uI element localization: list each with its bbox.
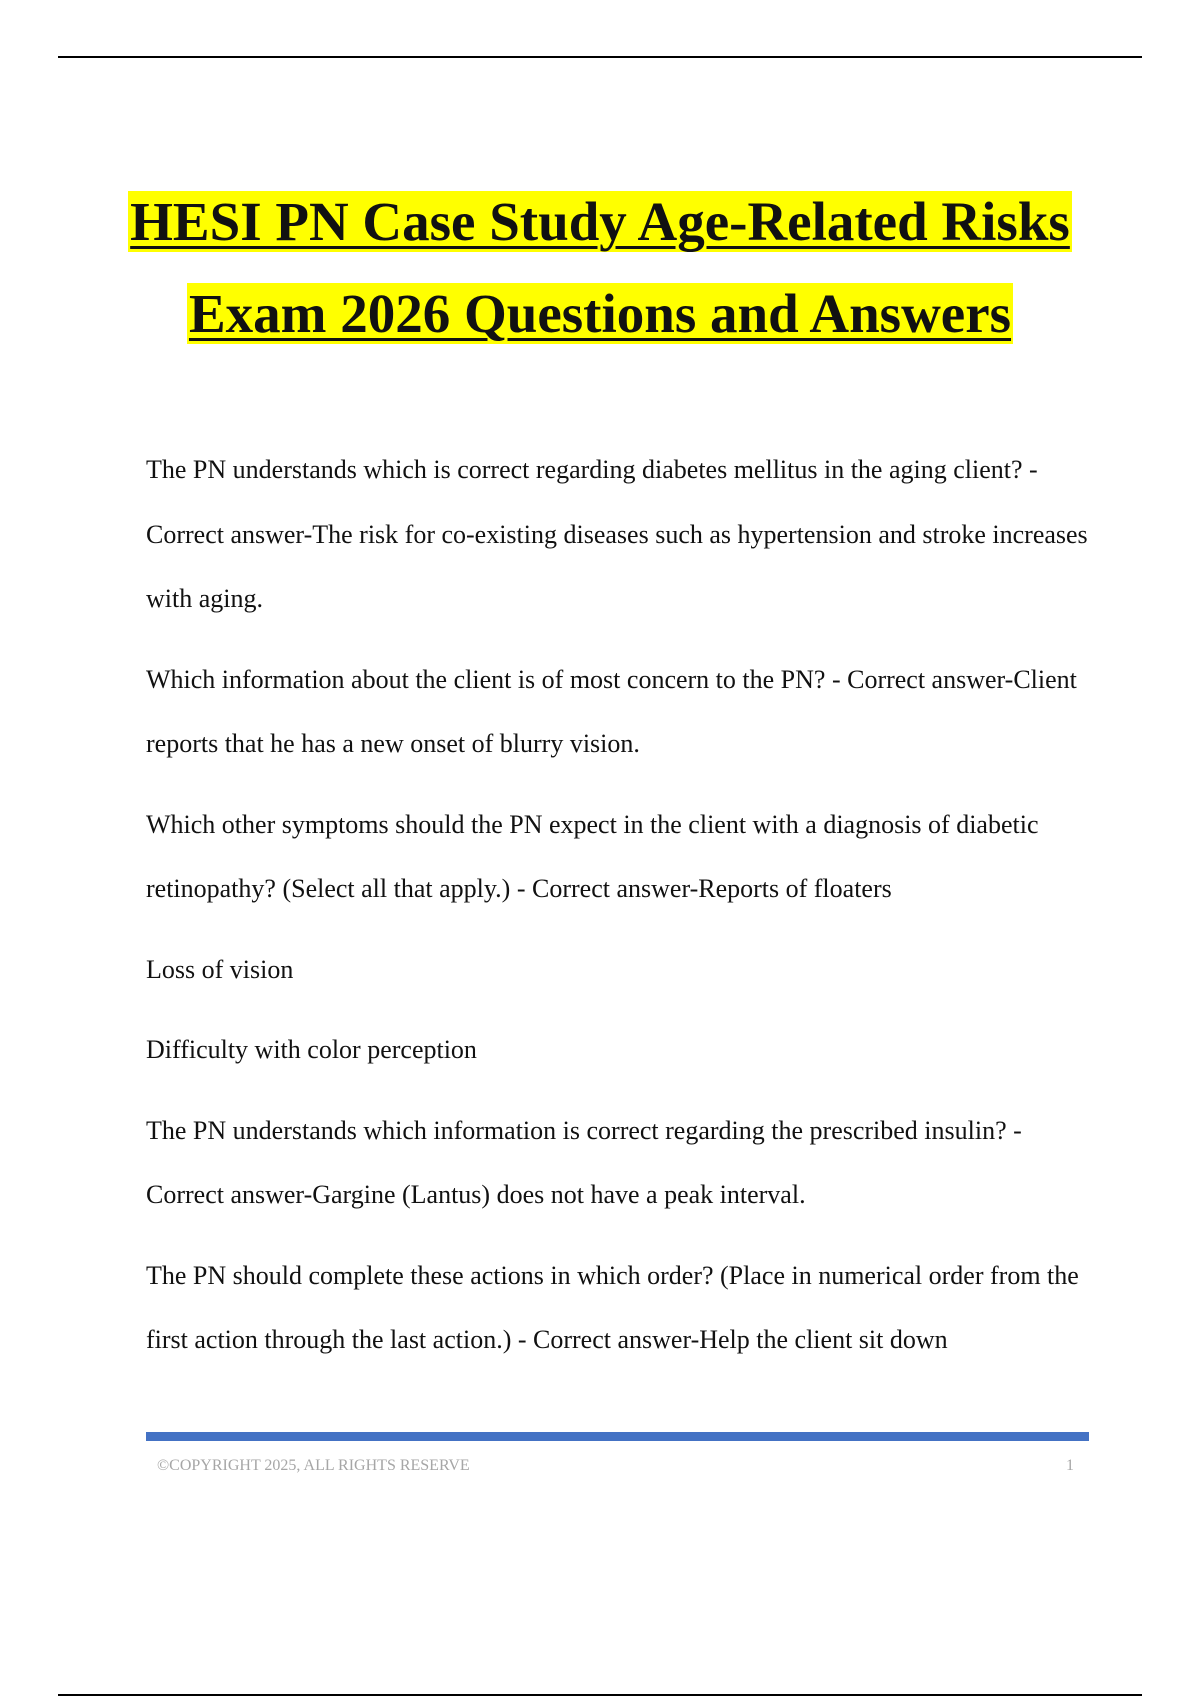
paragraph: Which other symptoms should the PN expect in the client with a diagnosis of diabetic retinopathy? (Select all that apply.) - Correct answer-Reports of floaters bbox=[146, 809, 1039, 903]
title-line-1 bbox=[0, 176, 1200, 268]
footer-bar bbox=[146, 1432, 1089, 1441]
paragraph: Loss of vision bbox=[146, 954, 294, 984]
title-line-2 bbox=[0, 268, 1200, 360]
title-text-1: HESI PN Case Study Age-Related Risks bbox=[130, 191, 1070, 252]
title-text-2: Exam 2026 Questions and Answers bbox=[188, 283, 1012, 344]
bottom-rule bbox=[58, 1694, 1142, 1696]
footer-copyright: ©COPYRIGHT 2025, ALL RIGHTS RESERVE bbox=[157, 1457, 470, 1474]
paragraph: Which information about the client is of most concern to the PN? - Correct answer-Client reports that he has a new onset of blurry vision. bbox=[146, 664, 1077, 758]
paragraph: The PN understands which is correct regarding diabetes mellitus in the aging client? - Correct answer-The risk for co-existing diseases such as hypertension and stroke increases with aging. bbox=[146, 455, 1088, 613]
page-number: 1 bbox=[1066, 1457, 1074, 1474]
document-body bbox=[146, 438, 1091, 1389]
paragraph: Difficulty with color perception bbox=[146, 1035, 477, 1064]
paragraph: The PN understands which information is correct regarding the prescribed insulin? - Correct answer-Gargine (Lantus) does not have a peak interval. bbox=[146, 1115, 1022, 1209]
paragraph: The PN should complete these actions in which order? (Place in numerical order from the first action through the last action.) - Correct answer-Help the client sit down bbox=[146, 1260, 1079, 1354]
top-rule bbox=[58, 56, 1142, 58]
document-title bbox=[0, 176, 1200, 360]
